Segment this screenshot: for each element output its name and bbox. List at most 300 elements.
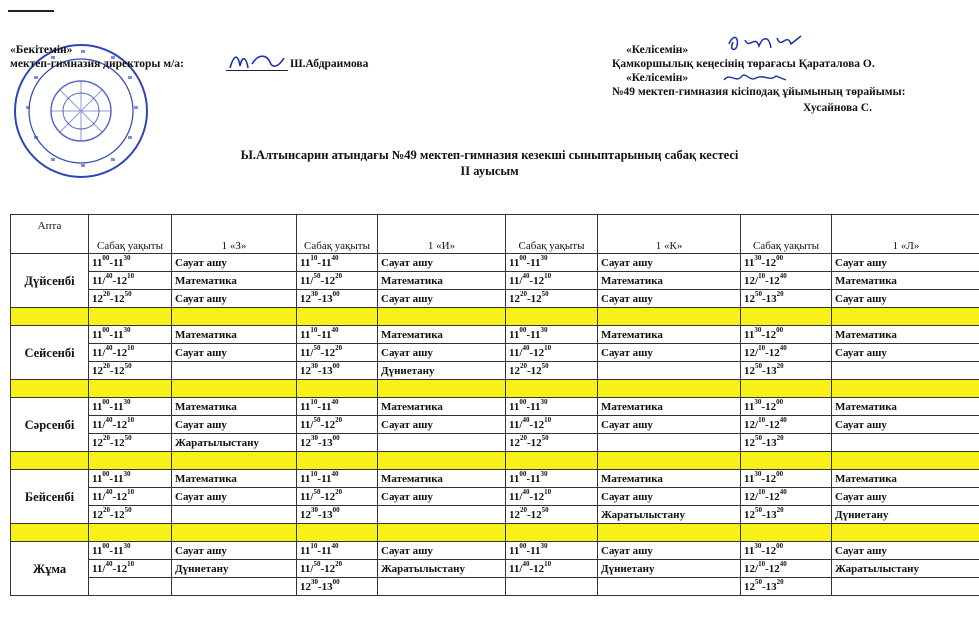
time-min-start: 10 bbox=[310, 541, 318, 550]
time-min-start: 20 bbox=[520, 289, 527, 298]
subject-cell: Сауат ашу bbox=[832, 542, 979, 560]
day-separator-row bbox=[11, 308, 979, 326]
separator-cell bbox=[89, 452, 172, 470]
time-hour-start: 12 bbox=[744, 292, 755, 305]
subject-cell: Математика bbox=[832, 272, 979, 290]
time-hour-start: 11 bbox=[300, 256, 311, 269]
subject-cell: Дүниетану bbox=[172, 560, 297, 578]
time-min-end: 40 bbox=[331, 397, 339, 406]
time-min-end: 00 bbox=[332, 577, 340, 586]
time-hour-start: 11/ bbox=[509, 418, 523, 431]
subject-cell: Сауат ашу bbox=[832, 254, 979, 272]
time-min-start: 40 bbox=[105, 415, 113, 424]
time-hour-start: 11/ bbox=[300, 274, 314, 287]
time-hour-start: 12/ bbox=[744, 274, 759, 287]
time-min-start: 30 bbox=[311, 361, 318, 370]
time-hour-end: -12 bbox=[112, 346, 128, 359]
separator-cell bbox=[89, 308, 172, 326]
time-hour-start: 12 bbox=[300, 364, 311, 377]
time-cell bbox=[506, 416, 598, 434]
time-hour-end: -13 bbox=[762, 364, 777, 377]
time-hour-start: 11 bbox=[509, 400, 520, 413]
subject-cell bbox=[832, 434, 979, 452]
time-hour-start: 12 bbox=[92, 292, 103, 305]
time-cell bbox=[89, 326, 172, 344]
time-min-end: 00 bbox=[332, 361, 340, 370]
day-separator-row bbox=[11, 452, 979, 470]
time-min-end: 00 bbox=[776, 253, 784, 262]
time-cell bbox=[89, 560, 172, 578]
table-row bbox=[11, 398, 979, 416]
time-hour-start: 11 bbox=[92, 400, 103, 413]
time-hour-start: 12 bbox=[744, 436, 755, 449]
table-row bbox=[11, 506, 979, 524]
separator-cell bbox=[11, 452, 89, 470]
separator-cell bbox=[297, 380, 378, 398]
time-min-start: 50 bbox=[755, 505, 762, 514]
subject-cell: Математика bbox=[832, 326, 979, 344]
subject-cell: Сауат ашу bbox=[832, 488, 979, 506]
time-cell bbox=[297, 578, 378, 596]
time-hour-start: 11/ bbox=[92, 562, 106, 575]
table-row bbox=[11, 434, 979, 452]
separator-cell bbox=[89, 380, 172, 398]
time-min-start: 40 bbox=[522, 559, 530, 568]
subject-cell: Математика bbox=[172, 272, 297, 290]
time-hour-end: -12 bbox=[765, 490, 780, 503]
time-min-end: 40 bbox=[331, 325, 339, 334]
time-cell bbox=[89, 506, 172, 524]
time-cell bbox=[297, 470, 378, 488]
subject-cell: Жаратылыстану bbox=[378, 560, 506, 578]
agree-quote-2: «Келісемін» bbox=[626, 72, 689, 84]
subject-cell bbox=[172, 506, 297, 524]
time-hour-end: -12 bbox=[320, 346, 336, 359]
time-hour-end: -11 bbox=[317, 256, 332, 269]
table-row bbox=[11, 470, 979, 488]
separator-cell bbox=[172, 452, 297, 470]
time-hour-end: -13 bbox=[762, 436, 777, 449]
time-hour-end: -12 bbox=[110, 364, 125, 377]
separator-cell bbox=[89, 524, 172, 542]
time-hour-end: -12 bbox=[529, 490, 545, 503]
time-min-end: 50 bbox=[541, 361, 549, 370]
header-time: Сабақ уақыты bbox=[741, 215, 832, 254]
time-min-end: 20 bbox=[776, 361, 784, 370]
time-min-end: 10 bbox=[127, 487, 135, 496]
time-min-end: 30 bbox=[540, 397, 548, 406]
shift-subtitle: ІІ ауысым bbox=[460, 164, 519, 178]
time-min-end: 40 bbox=[779, 415, 787, 424]
separator-cell bbox=[832, 380, 979, 398]
table-row bbox=[11, 362, 979, 380]
time-hour-end: -12 bbox=[527, 364, 542, 377]
time-min-end: 10 bbox=[544, 343, 552, 352]
time-hour-start: 11/ bbox=[300, 562, 314, 575]
time-min-start: 50 bbox=[755, 289, 762, 298]
time-min-start: 10 bbox=[758, 487, 766, 496]
subject-cell: Дүниетану bbox=[598, 560, 741, 578]
time-cell bbox=[297, 560, 378, 578]
time-hour-start: 12 bbox=[300, 292, 311, 305]
time-min-end: 30 bbox=[123, 325, 131, 334]
time-min-end: 30 bbox=[540, 253, 548, 262]
time-hour-end: -13 bbox=[762, 292, 777, 305]
time-min-start: 20 bbox=[520, 433, 527, 442]
time-min-end: 40 bbox=[779, 343, 787, 352]
time-hour-start: 11/ bbox=[509, 346, 523, 359]
separator-cell bbox=[832, 524, 979, 542]
subject-cell: Сауат ашу bbox=[598, 542, 741, 560]
time-hour-start: 11 bbox=[509, 472, 520, 485]
separator-cell bbox=[506, 380, 598, 398]
separator-cell bbox=[11, 380, 89, 398]
time-cell bbox=[741, 470, 832, 488]
time-cell bbox=[741, 542, 832, 560]
time-hour-end: -12 bbox=[761, 472, 777, 485]
time-hour-end: -11 bbox=[526, 472, 541, 485]
time-min-end: 10 bbox=[127, 343, 135, 352]
time-hour-end: -11 bbox=[526, 400, 541, 413]
separator-cell bbox=[506, 452, 598, 470]
time-hour-start: 11 bbox=[744, 472, 755, 485]
director-name: Ш.Абдраимова bbox=[290, 58, 369, 70]
header-time: Сабақ уақыты bbox=[297, 215, 378, 254]
time-min-end: 20 bbox=[335, 559, 343, 568]
separator-cell bbox=[832, 452, 979, 470]
time-cell bbox=[89, 272, 172, 290]
day-name: Жұма bbox=[11, 542, 89, 596]
time-cell bbox=[89, 416, 172, 434]
subject-cell: Жаратылыстану bbox=[172, 434, 297, 452]
time-hour-end: -12 bbox=[112, 418, 128, 431]
time-hour-start: 11 bbox=[509, 544, 520, 557]
time-min-end: 40 bbox=[331, 253, 339, 262]
subject-cell: Математика bbox=[832, 470, 979, 488]
table-row bbox=[11, 416, 979, 434]
table-row bbox=[11, 254, 979, 272]
header-time: Сабақ уақыты bbox=[89, 215, 172, 254]
time-min-end: 10 bbox=[544, 271, 552, 280]
subject-cell: Сауат ашу bbox=[598, 344, 741, 362]
subject-cell: Математика bbox=[378, 470, 506, 488]
time-min-start: 40 bbox=[522, 343, 530, 352]
time-cell bbox=[741, 560, 832, 578]
subject-cell: Математика bbox=[378, 326, 506, 344]
time-min-end: 30 bbox=[540, 541, 548, 550]
time-hour-end: -12 bbox=[112, 562, 128, 575]
subject-cell: Жаратылыстану bbox=[598, 506, 741, 524]
time-cell bbox=[297, 416, 378, 434]
table-row bbox=[11, 560, 979, 578]
time-min-start: 30 bbox=[754, 397, 762, 406]
time-min-start: 40 bbox=[105, 559, 113, 568]
time-cell bbox=[741, 290, 832, 308]
separator-cell bbox=[297, 308, 378, 326]
time-min-end: 20 bbox=[335, 271, 343, 280]
time-min-end: 10 bbox=[127, 271, 135, 280]
subject-cell: Сауат ашу bbox=[172, 416, 297, 434]
separator-cell bbox=[741, 308, 832, 326]
time-min-start: 10 bbox=[758, 271, 766, 280]
time-hour-end: -13 bbox=[318, 580, 333, 593]
header-class: 1 «И» bbox=[378, 215, 506, 254]
time-hour-start: 12 bbox=[509, 364, 520, 377]
time-hour-end: -12 bbox=[320, 490, 336, 503]
time-hour-start: 12/ bbox=[744, 562, 759, 575]
time-min-end: 10 bbox=[127, 559, 135, 568]
subject-cell: Дүниетану bbox=[378, 362, 506, 380]
time-hour-start: 11 bbox=[300, 472, 311, 485]
time-cell bbox=[297, 506, 378, 524]
subject-cell: Сауат ашу bbox=[172, 542, 297, 560]
time-min-start: 00 bbox=[102, 253, 110, 262]
time-hour-end: -12 bbox=[320, 418, 336, 431]
time-cell bbox=[741, 254, 832, 272]
time-min-end: 30 bbox=[540, 469, 548, 478]
time-cell bbox=[297, 326, 378, 344]
time-min-end: 20 bbox=[335, 343, 343, 352]
subject-cell: Сауат ашу bbox=[172, 488, 297, 506]
time-cell bbox=[506, 488, 598, 506]
table-row bbox=[11, 272, 979, 290]
time-hour-end: -12 bbox=[761, 544, 777, 557]
time-hour-start: 11/ bbox=[300, 490, 314, 503]
time-cell bbox=[506, 506, 598, 524]
separator-cell bbox=[506, 308, 598, 326]
time-hour-start: 11 bbox=[300, 544, 311, 557]
time-min-start: 50 bbox=[755, 361, 762, 370]
time-min-end: 20 bbox=[335, 415, 343, 424]
subject-cell: Математика bbox=[378, 398, 506, 416]
time-hour-end: -11 bbox=[317, 472, 332, 485]
header-class: 1 «З» bbox=[172, 215, 297, 254]
time-min-start: 20 bbox=[520, 361, 527, 370]
time-min-start: 10 bbox=[758, 415, 766, 424]
subject-cell: Сауат ашу bbox=[598, 290, 741, 308]
time-cell bbox=[89, 344, 172, 362]
subject-cell: Математика bbox=[598, 326, 741, 344]
time-hour-end: -12 bbox=[765, 274, 780, 287]
time-min-start: 40 bbox=[522, 487, 530, 496]
time-min-start: 30 bbox=[754, 253, 762, 262]
time-min-start: 10 bbox=[310, 397, 318, 406]
time-hour-start: 12 bbox=[92, 436, 103, 449]
time-cell bbox=[89, 434, 172, 452]
time-hour-end: -12 bbox=[527, 508, 542, 521]
subject-cell: Сауат ашу bbox=[172, 344, 297, 362]
time-min-end: 20 bbox=[776, 577, 784, 586]
board-signature bbox=[725, 30, 805, 56]
time-hour-start: 12 bbox=[92, 364, 103, 377]
agree-quote-1: «Келісемін» bbox=[626, 44, 689, 56]
time-min-start: 30 bbox=[754, 469, 762, 478]
subject-cell: Сауат ашу bbox=[378, 344, 506, 362]
time-hour-start: 12 bbox=[744, 580, 755, 593]
time-min-end: 10 bbox=[544, 559, 552, 568]
subject-cell: Сауат ашу bbox=[172, 254, 297, 272]
separator-cell bbox=[741, 380, 832, 398]
union-chair-name: Хусайнова С. bbox=[803, 102, 872, 114]
time-hour-start: 12/ bbox=[744, 418, 759, 431]
time-hour-start: 12 bbox=[509, 292, 520, 305]
time-min-start: 00 bbox=[102, 325, 110, 334]
time-hour-end: -12 bbox=[765, 418, 780, 431]
time-min-end: 50 bbox=[541, 433, 549, 442]
time-min-start: 20 bbox=[103, 289, 110, 298]
time-hour-start: 11/ bbox=[300, 346, 314, 359]
time-min-end: 00 bbox=[776, 397, 784, 406]
time-hour-start: 11 bbox=[744, 256, 755, 269]
day-name: Сәрсенбі bbox=[11, 398, 89, 452]
subject-cell: Математика bbox=[172, 326, 297, 344]
time-cell bbox=[297, 398, 378, 416]
time-min-start: 40 bbox=[105, 271, 113, 280]
time-min-start: 40 bbox=[105, 343, 113, 352]
subject-cell: Сауат ашу bbox=[598, 254, 741, 272]
time-hour-start: 11/ bbox=[300, 418, 314, 431]
director-signature bbox=[226, 50, 288, 74]
time-min-end: 40 bbox=[779, 487, 787, 496]
time-hour-end: -12 bbox=[765, 562, 780, 575]
union-chair-line: №49 мектеп-гимназия кісіподақ ұйымының төрайымы: bbox=[612, 86, 906, 98]
separator-cell bbox=[378, 452, 506, 470]
time-cell bbox=[89, 488, 172, 506]
time-min-end: 20 bbox=[335, 487, 343, 496]
time-min-end: 50 bbox=[541, 289, 549, 298]
time-hour-end: -13 bbox=[318, 292, 333, 305]
director-line: мектеп-гимназия директоры м/а: bbox=[10, 58, 184, 70]
time-min-start: 00 bbox=[519, 469, 527, 478]
time-min-start: 40 bbox=[522, 271, 530, 280]
subject-cell: Математика bbox=[598, 470, 741, 488]
time-min-start: 30 bbox=[754, 325, 762, 334]
time-hour-end: -11 bbox=[526, 328, 541, 341]
time-min-start: 10 bbox=[310, 325, 318, 334]
time-cell bbox=[506, 362, 598, 380]
time-min-start: 00 bbox=[102, 397, 110, 406]
time-cell bbox=[741, 578, 832, 596]
time-min-start: 50 bbox=[755, 433, 762, 442]
time-min-end: 00 bbox=[332, 433, 340, 442]
time-hour-end: -12 bbox=[761, 256, 777, 269]
day-separator-row bbox=[11, 380, 979, 398]
time-min-start: 10 bbox=[310, 469, 318, 478]
time-min-end: 00 bbox=[332, 289, 340, 298]
subject-cell bbox=[832, 362, 979, 380]
separator-cell bbox=[172, 308, 297, 326]
time-min-end: 30 bbox=[123, 541, 131, 550]
subject-cell: Сауат ашу bbox=[832, 344, 979, 362]
time-hour-start: 11/ bbox=[92, 490, 106, 503]
time-cell bbox=[741, 488, 832, 506]
time-hour-start: 11 bbox=[744, 544, 755, 557]
separator-cell bbox=[506, 524, 598, 542]
time-min-end: 30 bbox=[123, 397, 131, 406]
time-hour-start: 12 bbox=[509, 436, 520, 449]
subject-cell bbox=[378, 578, 506, 596]
separator-cell bbox=[378, 524, 506, 542]
time-cell bbox=[297, 272, 378, 290]
time-hour-start: 11 bbox=[92, 472, 103, 485]
schedule-title: Ы.Алтынсарин атындағы №49 мектеп-гимназия кезекші сыныптарының сабақ кестесі bbox=[240, 148, 739, 162]
separator-cell bbox=[598, 308, 741, 326]
time-cell bbox=[297, 362, 378, 380]
time-hour-end: -12 bbox=[529, 346, 545, 359]
time-hour-end: -11 bbox=[526, 256, 541, 269]
time-hour-start: 11 bbox=[509, 328, 520, 341]
time-hour-end: -13 bbox=[318, 364, 333, 377]
time-cell bbox=[89, 470, 172, 488]
time-cell bbox=[741, 326, 832, 344]
header-time: Сабақ уақыты bbox=[506, 215, 598, 254]
time-hour-end: -12 bbox=[529, 562, 545, 575]
time-cell bbox=[741, 416, 832, 434]
schedule-table bbox=[10, 214, 979, 596]
time-hour-end: -12 bbox=[765, 346, 780, 359]
time-hour-start: 11/ bbox=[92, 274, 106, 287]
table-row bbox=[11, 542, 979, 560]
time-min-end: 20 bbox=[776, 433, 784, 442]
table-row bbox=[11, 488, 979, 506]
subject-cell: Сауат ашу bbox=[832, 416, 979, 434]
time-hour-end: -13 bbox=[318, 508, 333, 521]
time-cell bbox=[89, 542, 172, 560]
time-cell bbox=[297, 434, 378, 452]
time-cell bbox=[297, 488, 378, 506]
time-hour-start: 12/ bbox=[744, 490, 759, 503]
subject-cell: Сауат ашу bbox=[598, 488, 741, 506]
subject-cell: Жаратылыстану bbox=[832, 560, 979, 578]
time-min-end: 20 bbox=[776, 289, 784, 298]
top-rule bbox=[8, 10, 54, 12]
day-name: Сейсенбі bbox=[11, 326, 89, 380]
time-min-start: 30 bbox=[754, 541, 762, 550]
time-cell bbox=[506, 560, 598, 578]
time-hour-start: 12 bbox=[300, 508, 311, 521]
time-min-start: 00 bbox=[519, 397, 527, 406]
time-cell bbox=[741, 344, 832, 362]
header-class: 1 «Л» bbox=[832, 215, 979, 254]
time-hour-end: -11 bbox=[109, 256, 124, 269]
subject-cell: Сауат ашу bbox=[172, 290, 297, 308]
time-hour-start: 11 bbox=[92, 544, 103, 557]
separator-cell bbox=[832, 308, 979, 326]
day-name: Бейсенбі bbox=[11, 470, 89, 524]
subject-cell bbox=[378, 434, 506, 452]
time-min-end: 30 bbox=[123, 469, 131, 478]
time-min-start: 50 bbox=[313, 271, 321, 280]
table-row bbox=[11, 578, 979, 596]
subject-cell bbox=[172, 578, 297, 596]
time-cell bbox=[741, 434, 832, 452]
time-hour-start: 11/ bbox=[92, 418, 106, 431]
time-cell bbox=[741, 362, 832, 380]
separator-cell bbox=[172, 380, 297, 398]
time-min-end: 20 bbox=[776, 505, 784, 514]
time-hour-end: -12 bbox=[110, 436, 125, 449]
time-min-start: 00 bbox=[519, 253, 527, 262]
time-cell bbox=[506, 398, 598, 416]
time-min-end: 30 bbox=[540, 325, 548, 334]
subject-cell: Математика bbox=[172, 398, 297, 416]
subject-cell: Математика bbox=[832, 398, 979, 416]
time-hour-end: -12 bbox=[761, 328, 777, 341]
time-cell bbox=[89, 362, 172, 380]
time-min-start: 20 bbox=[520, 505, 527, 514]
time-hour-end: -13 bbox=[318, 436, 333, 449]
time-hour-start: 12 bbox=[300, 436, 311, 449]
